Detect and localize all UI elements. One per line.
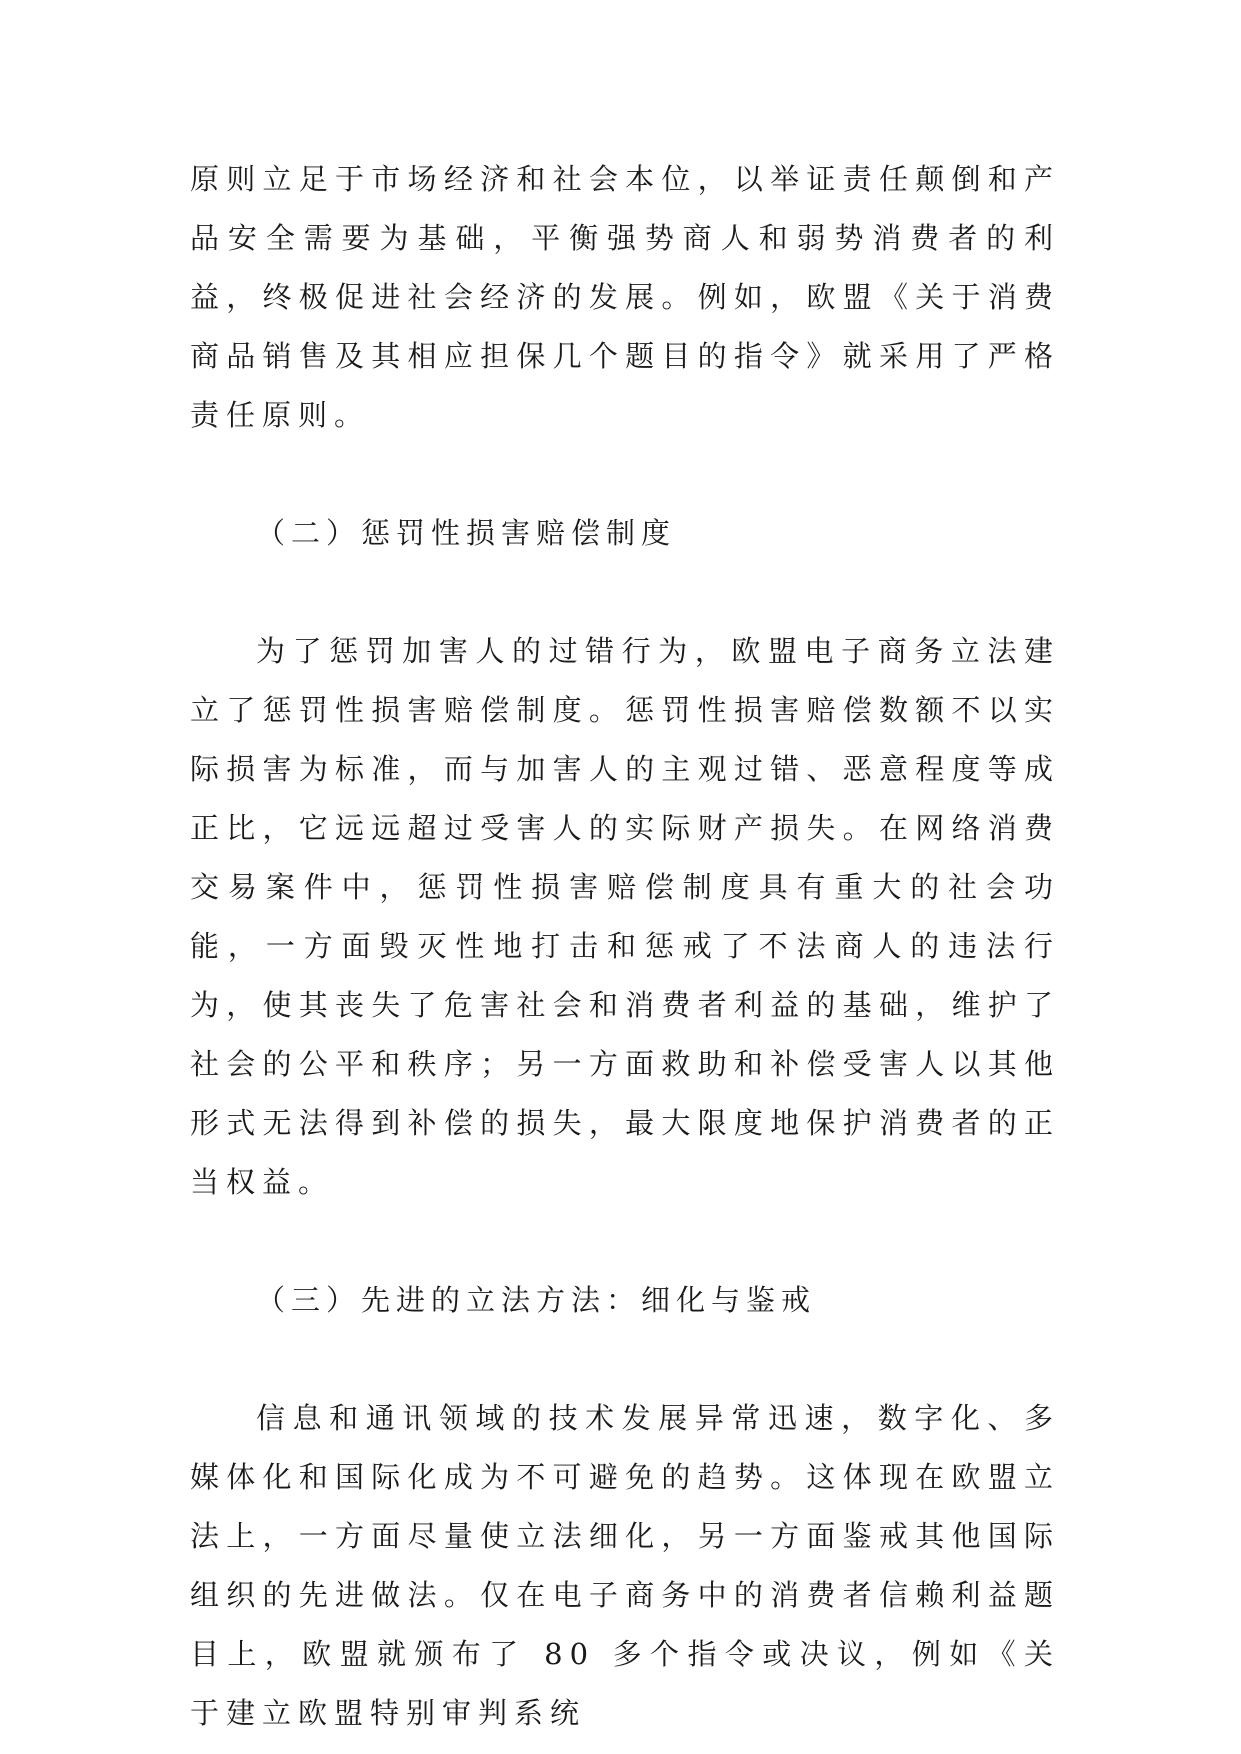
document-body (190, 150, 1060, 1743)
paragraph-gap (190, 445, 1060, 504)
paragraph-punitive-damages: 为了惩罚加害人的过错行为，欧盟电子商务立法建立了惩罚性损害赔偿制度。惩罚性损害赔偿数额不以实际损害为标准，而与加害人的主观过错、恶意程度等成正比，它远远超过受害人的实际财产损失。在网络消费交易案件中，惩罚性损害赔偿制度具有重大的社会功能，一方面毁灭性地打击和惩戒了不法商人的违法行为，使其丧失了危害社会和消费者利益的基础，维护了社会的公平和秩序；另一方面救助和补偿受害人以其他形式无法得到补偿的损失，最大限度地保护消费者的正当权益。 (190, 634, 1060, 1199)
paragraph-gap (190, 1330, 1060, 1389)
paragraph-legislative-methods: 信息和通讯领域的技术发展异常迅速，数字化、多媒体化和国际化成为不可避免的趋势。这体现在欧盟立法上，一方面尽量使立法细化，另一方面鉴戒其他国际组织的先进做法。仅在电子商务中的消费者信赖利益题目上，欧盟就颁布了 80 多个指令或决议，例如《关于建立欧盟特别审判系统 (190, 1401, 1060, 1730)
paragraph-gap (190, 1212, 1060, 1271)
section-heading-punitive-damages: （二）惩罚性损害赔偿制度 (256, 516, 677, 550)
paragraph-gap (190, 563, 1060, 622)
paragraph-strict-liability-continuation: 原则立足于市场经济和社会本位，以举证责任颠倒和产品安全需要为基础，平衡强势商人和弱势消费者的利益，终极促进社会经济的发展。例如，欧盟《关于消费商品销售及其相应担保几个题目的指令》就采用了严格责任原则。 (190, 162, 1060, 432)
section-heading-legislative-methods: （三）先进的立法方法：细化与鉴戒 (256, 1283, 817, 1317)
